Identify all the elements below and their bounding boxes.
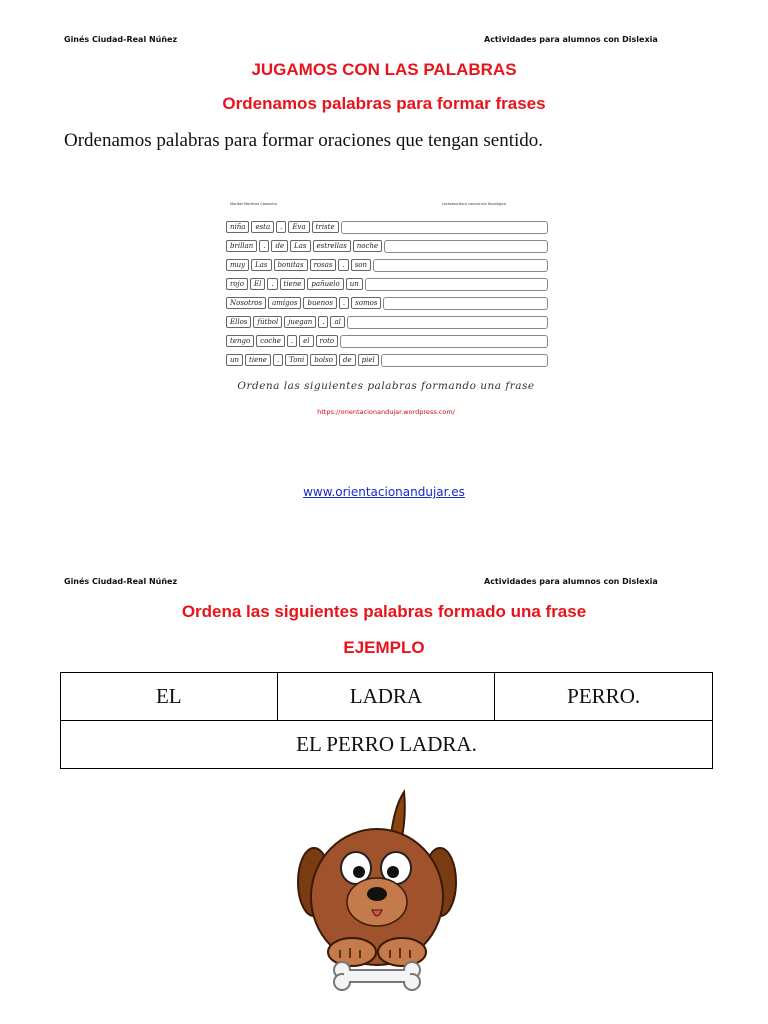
word-cell: LADRA [277,673,495,721]
word-box: rosas [310,259,337,271]
worksheet-caption: Ordena las siguientes palabras formando una frase [237,380,535,392]
word-box: bolso [310,354,337,366]
worksheet-url: https://orientacionandujar.wordpress.com/ [317,408,455,416]
word-box: un [346,278,363,290]
worksheet-row [226,239,548,253]
word-box: triste [312,221,339,233]
page1-header-author: Ginés Ciudad-Real Núñez [64,35,178,44]
word-box: son [351,259,371,271]
page1-intro: Ordenamos palabras para formar oraciones que tengan sentido. [64,130,544,151]
answer-box [373,259,548,272]
word-box: Eva [288,221,309,233]
answer-cell: EL PERRO LADRA. [61,721,713,769]
worksheet-row [226,315,548,329]
word-box: tengo [226,335,254,347]
answer-box [340,335,548,348]
word-box: somos [351,297,381,309]
word-box: Ellos [226,316,251,328]
page2-header-subject: Actividades para alumnos con Dislexia [484,577,658,586]
word-box: Las [290,240,310,252]
page2-header-author: Ginés Ciudad-Real Núñez [64,577,178,586]
answer-box [347,316,548,329]
word-box: un [226,354,243,366]
word-box: el [299,335,313,347]
page1-title: JUGAMOS CON LAS PALABRAS [251,60,517,79]
word-box: niña [226,221,249,233]
word-box: tiene [245,354,271,366]
word-box: . [259,240,269,252]
page2-subtitle: EJEMPLO [343,638,425,657]
word-box: fútbol [253,316,282,328]
word-box: noche [353,240,382,252]
word-box: juegan [284,316,316,328]
word-box: Toni [285,354,308,366]
page1-header-subject: Actividades para alumnos con Dislexia [484,35,658,44]
word-box: pañuelo [307,278,343,290]
answer-box [365,278,548,291]
example-table [60,672,713,769]
worksheet-image [220,196,552,428]
word-box: estrellas [313,240,351,252]
dog-with-bone-icon [292,782,462,1002]
answer-box [384,240,548,253]
word-box: amigos [268,297,301,309]
word-cell: EL [61,673,278,721]
page2-title: Ordena las siguientes palabras formado una frase [181,602,587,621]
worksheet-header-subject: Lectoescritura conciencia fonológica [442,202,506,206]
worksheet-row [226,220,548,234]
word-box: . [276,221,286,233]
word-box: Las [251,259,271,271]
word-box: rojo [226,278,248,290]
word-box: piel [358,354,379,366]
word-box: . [339,297,349,309]
worksheet-row [226,296,548,310]
worksheet-row [226,353,548,367]
word-box: . [318,316,328,328]
word-box: esta [251,221,274,233]
worksheet-row [226,258,548,272]
word-box: buenos [303,297,336,309]
word-box: coche [256,335,285,347]
website-link[interactable]: www.orientacionandujar.es [303,485,465,499]
worksheet-row [226,334,548,348]
answer-box [341,221,548,234]
word-box: El [250,278,265,290]
word-box: bonitas [274,259,308,271]
word-box: Nosotros [226,297,266,309]
word-box: . [267,278,277,290]
word-box: roto [316,335,339,347]
word-box: . [338,259,348,271]
word-box: de [271,240,288,252]
answer-box [381,354,548,367]
worksheet-row [226,277,548,291]
word-box: de [339,354,356,366]
answer-box [383,297,548,310]
word-box: . [273,354,283,366]
page1-subtitle: Ordenamos palabras para formar frases [222,94,546,113]
word-box: . [287,335,297,347]
worksheet-header-author: Maribel Martínez Camacho [230,202,277,206]
word-box: brillan [226,240,257,252]
word-box: tiene [280,278,306,290]
word-box: muy [226,259,249,271]
word-cell: PERRO. [495,673,713,721]
word-box: al [330,316,344,328]
